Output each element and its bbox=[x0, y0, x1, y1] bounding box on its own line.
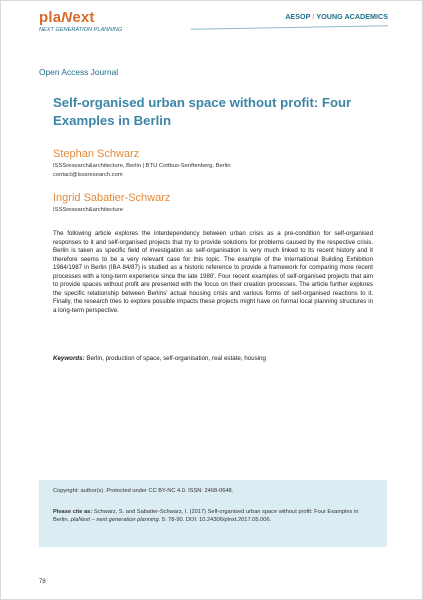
page-number: 78 bbox=[39, 579, 46, 585]
journal-logo: plaNext bbox=[39, 9, 95, 26]
keywords-label: Keywords: bbox=[53, 355, 85, 362]
keywords bbox=[53, 355, 373, 362]
author-affiliation: ISSSresearch&architecture, Berlin | BTU Cottbus-Senftenberg, Berlin bbox=[53, 163, 231, 169]
journal-tagline: NEXT GENERATION PLANNING bbox=[39, 27, 123, 33]
author-name: Ingrid Sabatier-Schwarz bbox=[53, 192, 171, 204]
journal-header bbox=[1, 1, 422, 51]
author-contact: contact@isssresearch.com bbox=[53, 172, 123, 178]
header-divider bbox=[191, 25, 388, 29]
publisher-tag: AESOP / YOUNG ACADEMICS bbox=[285, 12, 388, 21]
author-name: Stephan Schwarz bbox=[53, 148, 140, 160]
journal-type: Open Access Journal bbox=[39, 67, 119, 77]
author-affiliation: ISSSresearch&architecture bbox=[53, 207, 123, 213]
citation-box bbox=[39, 480, 387, 547]
abstract: The following article explores the interdependency between urban crisis as a pre-condition for self-organised responses to it and self-organised projects that try to provide solutions for problems caused by the respective crisis. Berlin is taken as specific field of investigation as self-organisation is very much linked to its recent history and it therefore seems to be a very relevant case for this topic. The example of the International Building Exhibition 1984/1987 in Berlin (IBA 84/87) is studied as a historic reference to provide a framework for comparing more recent processes with a long-term experience since the late 1980'. Four recent examples of self-organised projects that aim to provide spaces without profit are presented with the focus on their creation processes. The article further explores the specific relationship between Berlins' actual housing crisis and various forms of self-organised reactions to it. Finally, the research tries to explore possible impacts these projects might have on formal local planning structures in a long-term perspective. bbox=[53, 230, 373, 314]
citation: Please cite as: Schwarz, S. and Sabatier-Schwarz, I. (2017) Self-organised urban space without profit: Four Examples in Berlin. plaNext – next generation planning. 5: 78-90. DOI: 10.24306/plnxt.2017.05.006. bbox=[53, 509, 359, 524]
article-title: Self-organised urban space without profit: Four Examples in Berlin bbox=[53, 95, 352, 128]
copyright-notice: Copyright: author(s). Protected under CC BY-NC 4.0. ISSN: 2468-0648. bbox=[53, 488, 234, 494]
keywords-text: Berlin, production of space, self-organisation, real estate, housing bbox=[86, 355, 266, 362]
